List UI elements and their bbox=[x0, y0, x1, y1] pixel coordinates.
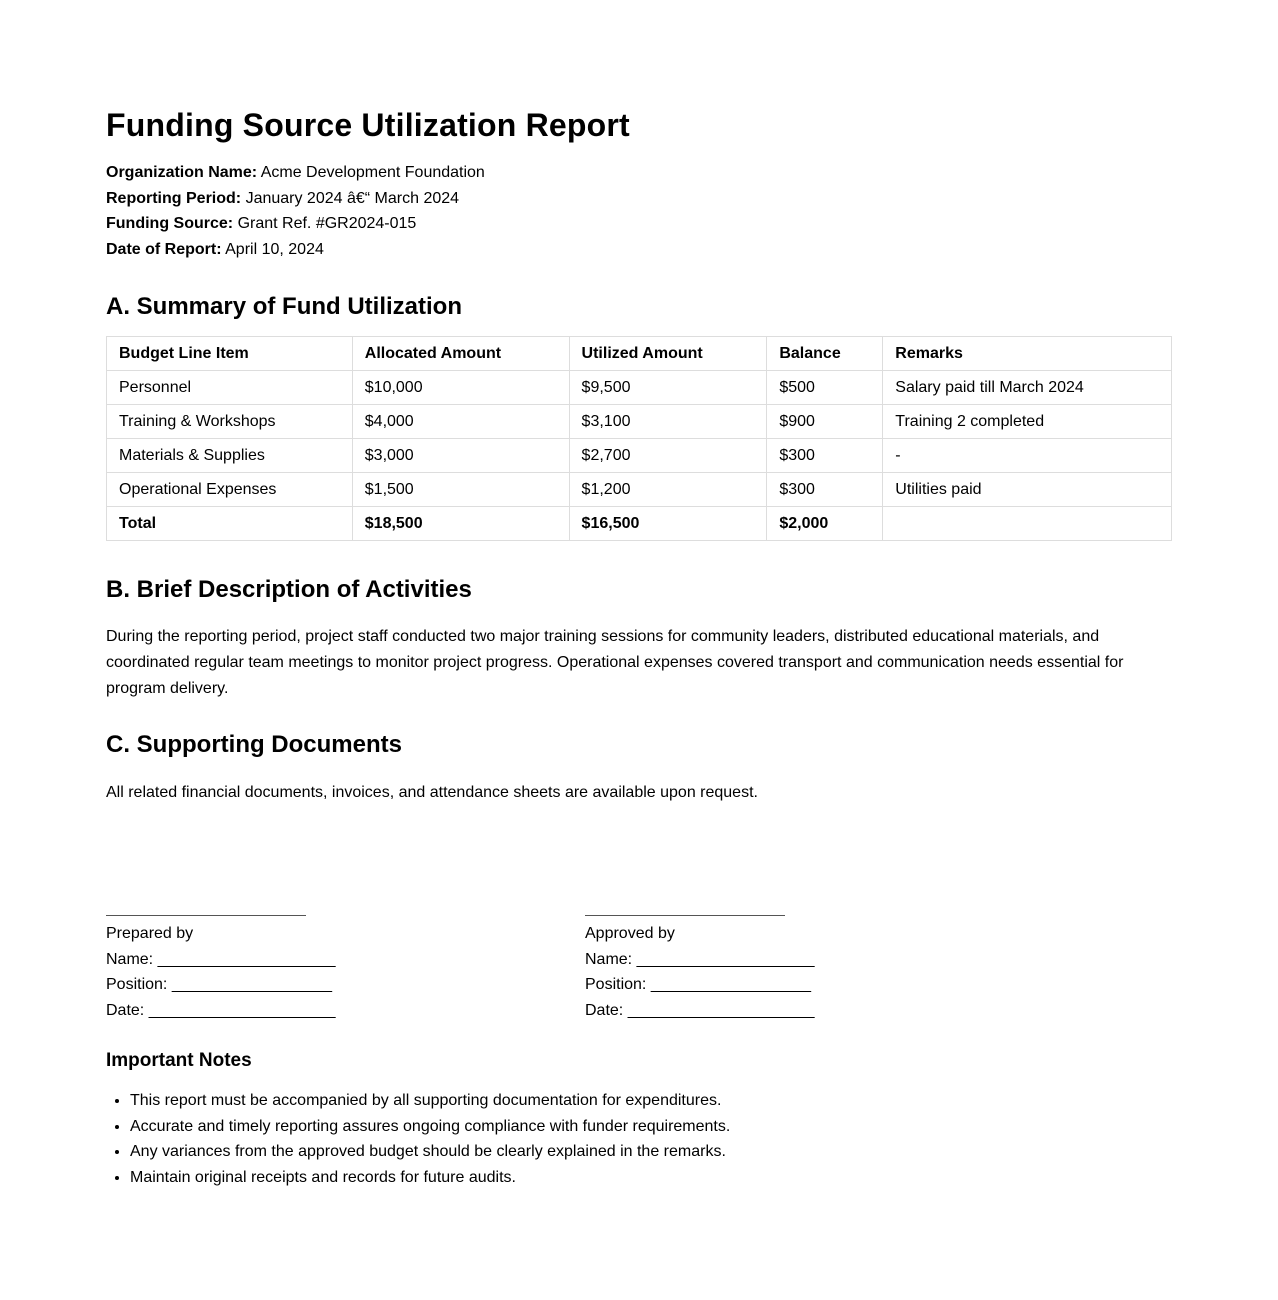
supporting-documents-text: All related financial documents, invoices, and attendance sheets are available upon request. bbox=[106, 784, 758, 801]
signature-block-approved bbox=[585, 915, 815, 1023]
meta-organization-label: Organization Name: bbox=[106, 164, 258, 181]
table-row bbox=[107, 473, 1172, 507]
table-cell: $2,700 bbox=[569, 439, 767, 473]
list-item: • Any variances from the approved budget should be clearly explained in the remarks. bbox=[130, 1139, 730, 1165]
important-notes-heading: Important Notes bbox=[106, 1050, 252, 1071]
signature-block-prepared bbox=[106, 915, 336, 1023]
total-cell: $18,500 bbox=[352, 507, 569, 541]
column-header: Remarks bbox=[883, 337, 1172, 371]
prepared-position-field: Position: __________________ bbox=[106, 976, 332, 994]
table-header-row bbox=[107, 337, 1172, 371]
table-cell: $500 bbox=[767, 371, 883, 405]
meta-period bbox=[106, 186, 485, 212]
approved-position-field: Position: __________________ bbox=[585, 976, 811, 994]
prepared-date-field: Date: _____________________ bbox=[106, 1001, 336, 1019]
column-header: Balance bbox=[767, 337, 883, 371]
table-row bbox=[107, 371, 1172, 405]
table-cell: $900 bbox=[767, 405, 883, 439]
approved-by-title: Approved by bbox=[585, 925, 675, 942]
activities-description: During the reporting period, project staff conducted two major training sessions for community leaders, distributed educational materials, and coordinated regular team meetings to monitor project progress. Operational expenses covered transport and communication needs essential for program delivery. bbox=[106, 628, 1124, 697]
table-cell: Training 2 completed bbox=[883, 405, 1172, 439]
signature-line bbox=[106, 915, 306, 916]
important-notes-list bbox=[106, 1088, 730, 1190]
approved-date-field: Date: _____________________ bbox=[585, 1001, 815, 1019]
column-header: Allocated Amount bbox=[352, 337, 569, 371]
table-row bbox=[107, 405, 1172, 439]
meta-source-label: Funding Source: bbox=[106, 215, 234, 233]
section-c-heading: C. Supporting Documents bbox=[106, 731, 402, 758]
list-item: • Maintain original receipts and records for future audits. bbox=[130, 1165, 730, 1191]
total-cell: $2,000 bbox=[767, 507, 883, 541]
approved-name-field: Name: ____________________ bbox=[585, 950, 815, 968]
table-cell: $10,000 bbox=[352, 371, 569, 405]
table-cell: Materials & Supplies bbox=[107, 439, 353, 473]
page-title: Funding Source Utilization Report bbox=[106, 107, 630, 143]
meta-source bbox=[106, 211, 485, 237]
table-cell: $3,000 bbox=[352, 439, 569, 473]
prepared-by-title: Prepared by bbox=[106, 925, 194, 942]
total-cell: Total bbox=[107, 507, 353, 541]
fund-utilization-table bbox=[106, 336, 1172, 541]
prepared-name-field: Name: ____________________ bbox=[106, 950, 336, 968]
list-item: • Accurate and timely reporting assures ongoing compliance with funder requirements. bbox=[130, 1114, 730, 1140]
table-cell: Personnel bbox=[107, 371, 353, 405]
table-cell: Salary paid till March 2024 bbox=[883, 371, 1172, 405]
section-a-heading: A. Summary of Fund Utilization bbox=[106, 293, 463, 320]
total-cell bbox=[883, 507, 1172, 541]
table-total-row bbox=[107, 507, 1172, 541]
table-cell: $9,500 bbox=[569, 371, 767, 405]
meta-period-label: Reporting Period: bbox=[106, 189, 242, 207]
column-header: Budget Line Item bbox=[107, 337, 353, 371]
table-cell: $300 bbox=[767, 473, 883, 507]
table-cell: $4,000 bbox=[352, 405, 569, 439]
meta-organization bbox=[106, 160, 485, 186]
meta-source-value: Grant Ref. #GR2024-015 bbox=[237, 215, 417, 233]
meta-organization-value: Acme Development Foundation bbox=[260, 164, 485, 181]
table-cell: $300 bbox=[767, 439, 883, 473]
table-cell: $1,500 bbox=[352, 473, 569, 507]
section-b-heading: B. Brief Description of Activities bbox=[106, 576, 472, 603]
list-item: • This report must be accompanied by all supporting documentation for expenditures. bbox=[130, 1088, 730, 1114]
report-meta bbox=[106, 160, 485, 262]
table-cell: Utilities paid bbox=[883, 473, 1172, 507]
table-cell: Operational Expenses bbox=[107, 473, 353, 507]
table-cell: $1,200 bbox=[569, 473, 767, 507]
table-cell: $3,100 bbox=[569, 405, 767, 439]
column-header: Utilized Amount bbox=[569, 337, 767, 371]
total-cell: $16,500 bbox=[569, 507, 767, 541]
signature-line bbox=[585, 915, 785, 916]
meta-date bbox=[106, 237, 485, 263]
meta-date-value: April 10, 2024 bbox=[225, 240, 324, 258]
table-cell: Training & Workshops bbox=[107, 405, 353, 439]
meta-date-label: Date of Report: bbox=[106, 240, 222, 258]
table-row bbox=[107, 439, 1172, 473]
meta-period-value: January 2024 â€“ March 2024 bbox=[245, 189, 460, 207]
table-cell: - bbox=[883, 439, 1172, 473]
